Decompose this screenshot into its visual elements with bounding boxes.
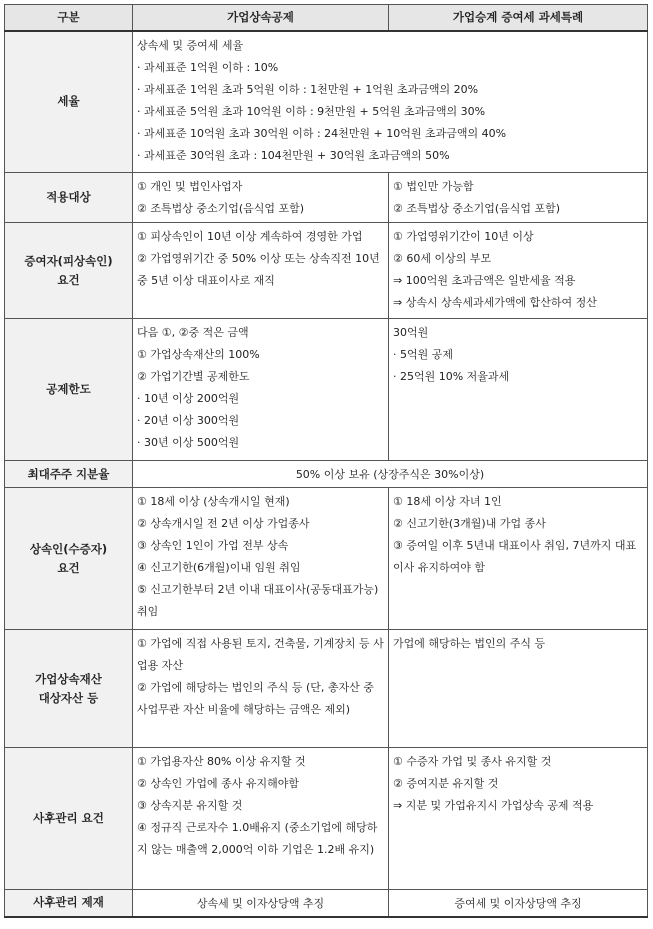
- list-item: ① 법인만 가능함: [393, 180, 474, 193]
- row-label-donor-line1: 증여자(피상속인): [24, 253, 113, 268]
- list-item: · 5억원 공제: [393, 348, 453, 361]
- list-item: ② 60세 이상의 부모: [393, 252, 492, 265]
- list-item: · 20년 이상 300억원: [137, 414, 240, 427]
- list-item: ② 가업영위기간 중 50% 이상 또는 상속직전 10년 중 5년 이상 대표이사로 재직: [137, 252, 380, 287]
- row-label-limit: 공제한도: [5, 319, 133, 461]
- row-donor: [5, 223, 648, 319]
- list-item: ① 가업에 직접 사용된 토지, 건축물, 기계장치 등 사업용 자산: [137, 637, 384, 672]
- row-label-assets-line2: 대상자산 등: [38, 690, 99, 705]
- list-item: ⇒ 100억원 초과금액은 일반세율 적용: [393, 274, 576, 287]
- donor-left: [133, 223, 389, 319]
- comparison-table: [4, 4, 648, 918]
- row-share: [5, 461, 648, 488]
- assets-left: [133, 630, 389, 748]
- list-item: · 30년 이상 500억원: [137, 436, 240, 449]
- row-label-post-sanction: 사후관리 제재: [5, 890, 133, 917]
- limit-left: [133, 319, 389, 461]
- post-sanction-right: 증여세 및 이자상당액 추징: [389, 890, 648, 917]
- tax-rate-line: · 과세표준 10억원 초과 30억원 이하 : 24천만원 + 10억원 초과금액의 40%: [137, 126, 507, 140]
- row-heir: [5, 488, 648, 630]
- share-value: 50% 이상 보유 (상장주식은 30%이상): [133, 461, 648, 488]
- list-item: ② 조특법상 중소기업(음식업 포함): [393, 202, 561, 215]
- row-label-assets: [5, 630, 133, 748]
- row-post-requirements: [5, 748, 648, 890]
- heir-right: [389, 488, 648, 630]
- row-label-donor: [5, 223, 133, 319]
- list-item: ① 수증자 가업 및 종사 유지할 것: [393, 755, 552, 768]
- list-item: ② 조특법상 중소기업(음식업 포함): [137, 202, 305, 215]
- row-limit: [5, 319, 648, 461]
- row-post-sanction: [5, 890, 648, 917]
- list-item: ② 상속개시일 전 2년 이상 가업종사: [137, 517, 310, 530]
- list-item: ① 18세 이상 (상속개시일 현재): [137, 495, 290, 508]
- row-label-assets-line1: 가업상속재산: [35, 671, 102, 686]
- tax-rate-content: [133, 31, 648, 173]
- list-item: 30억원: [393, 326, 429, 339]
- list-item: ③ 상속지분 유지할 것: [137, 799, 243, 812]
- donor-right: [389, 223, 648, 319]
- tax-rate-line: · 과세표준 1억원 이하 : 10%: [137, 60, 279, 74]
- row-label-post-requirements: 사후관리 요건: [5, 748, 133, 890]
- header-gift-tax-special: 가업승계 증여세 과세특례: [389, 5, 648, 31]
- list-item: ② 가업기간별 공제한도: [137, 370, 250, 383]
- list-item: 가업에 해당하는 법인의 주식 등: [393, 637, 546, 650]
- target-left: [133, 173, 389, 223]
- list-item: ① 가업상속재산의 100%: [137, 348, 260, 361]
- list-item: 다음 ①, ②중 적은 금액: [137, 326, 249, 339]
- tax-rate-line: · 과세표준 1억원 초과 5억원 이하 : 1천만원 + 1억원 초과금액의 20%: [137, 82, 479, 96]
- row-assets: [5, 630, 648, 748]
- list-item: ⑤ 신고기한부터 2년 이내 대표이사(공동대표가능)취임: [137, 583, 379, 618]
- row-label-heir: [5, 488, 133, 630]
- row-label-target: 적용대상: [5, 173, 133, 223]
- list-item: ④ 신고기한(6개월)이내 임원 취임: [137, 561, 301, 574]
- row-tax-rate: [5, 31, 648, 173]
- list-item: ② 증여지분 유지할 것: [393, 777, 499, 790]
- limit-right: [389, 319, 648, 461]
- row-target: [5, 173, 648, 223]
- post-sanction-left: 상속세 및 이자상당액 추징: [133, 890, 389, 917]
- list-item: ② 가업에 해당하는 법인의 주식 등 (단, 총자산 중 사업무관 자산 비율에 해당하는 금액은 제외): [137, 681, 374, 716]
- row-label-tax-rate: 세율: [5, 31, 133, 173]
- assets-right: [389, 630, 648, 748]
- row-label-donor-line2: 요건: [57, 272, 80, 287]
- list-item: ② 신고기한(3개월)내 가업 종사: [393, 517, 546, 530]
- header-row: [5, 5, 648, 31]
- row-label-heir-line1: 상속인(수증자): [29, 541, 108, 556]
- heir-left: [133, 488, 389, 630]
- row-label-heir-line2: 요건: [57, 560, 80, 575]
- target-right: [389, 173, 648, 223]
- list-item: · 25억원 10% 저율과세: [393, 370, 510, 383]
- list-item: ① 가업영위기간이 10년 이상: [393, 230, 534, 243]
- list-item: ② 상속인 가업에 종사 유지해야함: [137, 777, 299, 790]
- list-item: ④ 정규직 근로자수 1.0배유지 (중소기업에 해당하지 않는 매출액 2,000억 이하 기업은 1.2배 유지): [137, 821, 378, 856]
- list-item: ① 피상속인이 10년 이상 계속하여 경영한 가업: [137, 230, 363, 243]
- post-req-left: [133, 748, 389, 890]
- tax-rate-line: · 과세표준 30억원 초과 : 104천만원 + 30억원 초과금액의 50%: [137, 148, 450, 162]
- post-req-right: [389, 748, 648, 890]
- list-item: ⇒ 상속시 상속세과세가액에 합산하여 정산: [393, 296, 597, 309]
- tax-rate-line: · 과세표준 5억원 초과 10억원 이하 : 9천만원 + 5억원 초과금액의 30%: [137, 104, 486, 118]
- header-category: 구분: [5, 5, 133, 31]
- list-item: ① 18세 이상 자녀 1인: [393, 495, 502, 508]
- row-label-share: 최대주주 지분율: [5, 461, 133, 488]
- list-item: ① 개인 및 법인사업자: [137, 180, 243, 193]
- list-item: ① 가업용자산 80% 이상 유지할 것: [137, 755, 306, 768]
- header-inheritance-deduction: 가업상속공제: [133, 5, 389, 31]
- list-item: ③ 증여일 이후 5년내 대표이사 취임, 7년까지 대표이사 유지하여야 함: [393, 539, 637, 574]
- list-item: ⇒ 지분 및 가업유지시 가업상속 공제 적용: [393, 799, 594, 812]
- list-item: · 10년 이상 200억원: [137, 392, 240, 405]
- tax-rate-line: 상속세 및 증여세 세율: [137, 38, 244, 52]
- list-item: ③ 상속인 1인이 가업 전부 상속: [137, 539, 289, 552]
